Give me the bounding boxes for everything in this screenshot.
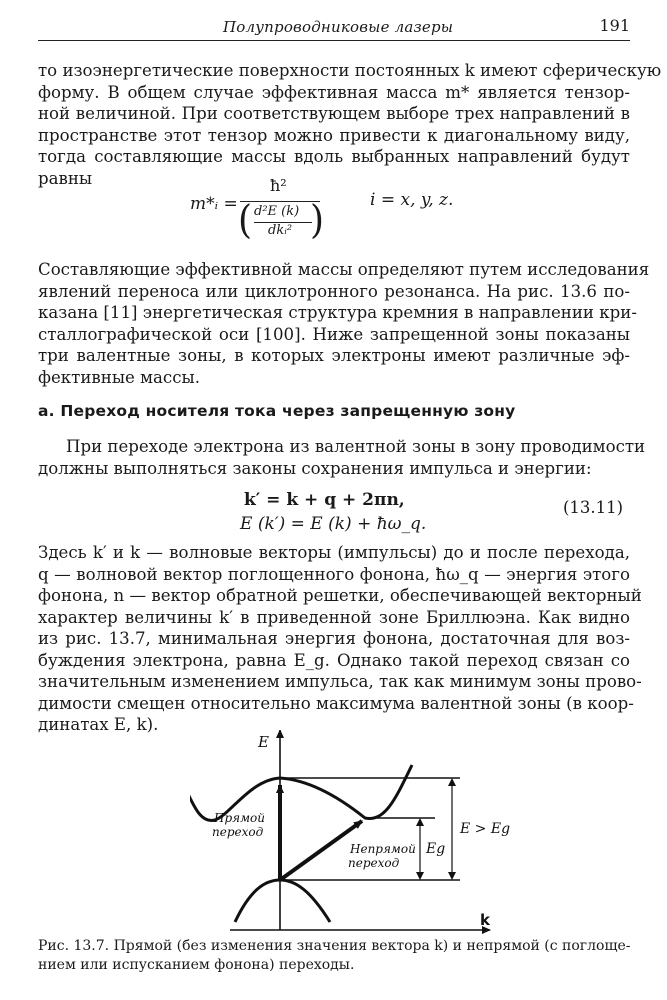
e-gt-eg-label: E > Eg — [460, 821, 510, 837]
page-number: 191 — [599, 16, 630, 35]
effective-mass-equation — [190, 178, 490, 248]
text-line: должны выполняться законы сохранения импульса и энергии: — [38, 458, 592, 478]
indirect-label-line2: переход — [348, 856, 400, 870]
equation-inner-numerator: d²E (k) — [254, 204, 300, 219]
right-paren: ) — [310, 197, 325, 244]
paragraph-4 — [38, 542, 642, 736]
text-line: При переходе электрона из валентной зоны в зону проводимости — [66, 437, 646, 456]
paragraph-3 — [38, 436, 646, 479]
axis-label-e: E — [258, 733, 269, 751]
eg-label: Eg — [426, 841, 446, 857]
eg-arrow-top — [416, 818, 424, 826]
valence-band-curve — [235, 880, 330, 922]
caption-line: нием или испусканием фонона) переходы. — [38, 957, 355, 973]
text-line: димости смещен относительно максимума валентной зоны (в коор- — [38, 693, 634, 713]
text-line: форму. В общем случае эффективная масса m* является тензор- — [38, 82, 630, 102]
energy-arrow-top — [448, 778, 456, 786]
text-line: фонона, n — вектор обратной решетки, обеспечивающей векторный — [38, 586, 642, 605]
equation-number: (13.11) — [563, 498, 624, 517]
text-line: буждения электрона, равна E_g. Однако такой переход связан со — [38, 650, 630, 670]
text-line: то изоэнергетические поверхности постоянных k имеют сферическую — [38, 61, 662, 80]
text-line: явлений переноса или циклотронного резонанса. На рис. 13.6 по- — [38, 281, 630, 301]
direct-label-line2: переход — [212, 825, 264, 839]
text-line: динатах E, k). — [38, 715, 159, 734]
paragraph-1 — [38, 60, 662, 189]
running-title: Полупроводниковые лазеры — [223, 18, 454, 36]
figure-caption — [38, 937, 630, 975]
indirect-label-line1: Непрямой — [350, 842, 416, 856]
text-line: казана [11] энергетическая структура кремния в направлении кри- — [38, 303, 637, 322]
equation-inner-denominator: dkᵢ² — [268, 223, 293, 238]
text-line: тогда составляющие массы вдоль выбранных направлений будут — [38, 147, 630, 166]
running-header — [38, 14, 630, 41]
text-line: сталлографической оси [100]. Ниже запрещенной зоны показаны — [38, 324, 630, 344]
axis-label-k: k — [480, 911, 490, 929]
eg-arrow-bottom — [416, 872, 424, 880]
text-line: значительным изменением импульса, так как минимум зоны прово- — [38, 672, 642, 691]
text-line: Составляющие эффективной массы определяют путем исследования — [38, 260, 650, 279]
text-line: Здесь k′ и k — волновые векторы (импульсы) до и после перехода, — [38, 543, 630, 562]
energy-arrow-bottom — [448, 872, 456, 880]
text-line: ной величиной. При соответствующем выборе трех направлений в — [38, 104, 630, 123]
text-line: фективные массы. — [38, 367, 200, 387]
text-line: из рис. 13.7, минимальная энергия фонона, достаточная для воз- — [38, 629, 630, 648]
text-line: три валентные зоны, в которых электроны имеют различные эф- — [38, 346, 630, 365]
caption-line: Рис. 13.7. Прямой (без изменения значения вектора k) и непрямой (с поглоще- — [38, 938, 631, 954]
momentum-equation: k′ = k + q + 2πn, — [244, 490, 405, 510]
equation-numerator: ħ² — [270, 176, 287, 195]
text-line: равны — [38, 168, 93, 188]
paragraph-2 — [38, 259, 650, 388]
band-diagram — [190, 730, 510, 940]
direct-label-line1: Прямой — [214, 811, 265, 825]
equation-lhs: m*ᵢ = — [190, 194, 238, 214]
energy-equation: E (k′) = E (k) + ħω_q. — [240, 514, 427, 534]
text-line: q — волновой вектор поглощенного фонона, ħω_q — энергия этого — [38, 564, 630, 584]
text-line: характер величины k′ в приведенной зоне Бриллюэна. Как видно — [38, 607, 630, 627]
left-paren: ( — [238, 197, 253, 244]
section-heading: а. Переход носителя тока через запрещенную зону — [38, 402, 516, 420]
text-line: пространстве этот тензор можно привести к диагональному виду, — [38, 125, 630, 145]
equation-condition: i = x, y, z. — [370, 190, 454, 210]
conservation-equations — [240, 488, 426, 536]
